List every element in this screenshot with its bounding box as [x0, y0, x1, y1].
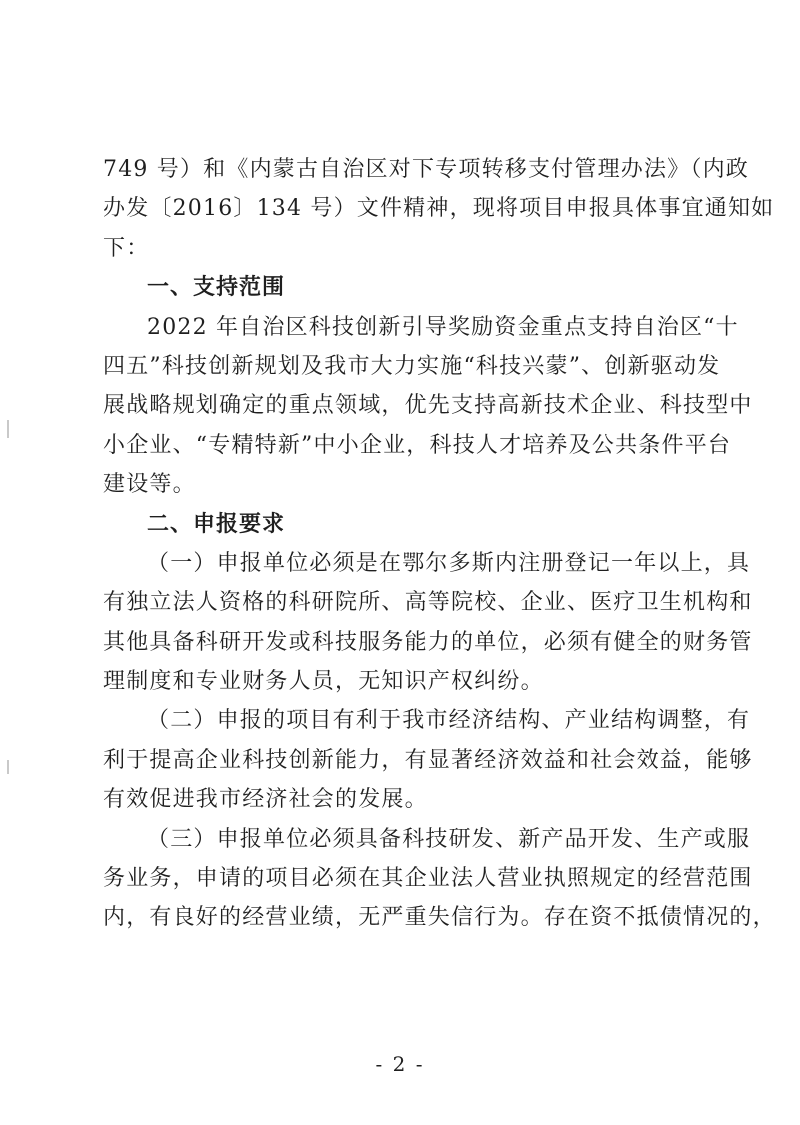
body-line: 利于提高企业科技创新能力，有显著经济效益和社会效益，能够 — [103, 747, 753, 773]
body-line: （三）申报单位必须具备科技研发、新产品开发、生产或服 — [147, 826, 751, 852]
body-line: 下： — [103, 235, 150, 261]
scan-edge-mark — [7, 420, 9, 438]
body-line: 2022 年自治区科技创新引导奖励资金重点支持自治区“十 — [147, 314, 739, 340]
body-line: 务业务，申请的项目必须在其企业法人营业执照规定的经营范围 — [103, 866, 753, 892]
body-line: （二）申报的项目有利于我市经济结构、产业结构调整，有 — [147, 708, 751, 734]
body-line: （一）申报单位必须是在鄂尔多斯内注册登记一年以上，具 — [147, 550, 751, 576]
body-line: 建设等。 — [103, 472, 196, 498]
section-heading-support-scope: 一、支持范围 — [147, 275, 286, 301]
body-line: 749 号）和《内蒙古自治区对下专项转移支付管理办法》（内政 — [103, 157, 749, 182]
body-line: 办发〔2016〕134 号）文件精神，现将项目申报具体事宜通知如 — [103, 196, 775, 222]
body-line: 小企业、“专精特新”中小企业，科技人才培养及公共条件平台 — [103, 432, 732, 458]
body-line: 有独立法人资格的科研院所、高等院校、企业、医疗卫生机构和 — [103, 590, 753, 616]
body-line: 四五”科技创新规划及我市大力实施“科技兴蒙”、创新驱动发 — [103, 353, 721, 379]
body-line: 理制度和专业财务人员，无知识产权纠纷。 — [103, 669, 544, 695]
body-line: 其他具备科研开发或科技服务能力的单位，必须有健全的财务管 — [103, 629, 753, 655]
scan-edge-mark — [7, 760, 9, 774]
page-number: - 2 - — [375, 1052, 425, 1076]
document-body — [103, 150, 776, 938]
body-line: 有效促进我市经济社会的发展。 — [103, 787, 428, 813]
body-line: 内，有良好的经营业绩，无严重失信行为。存在资不抵债情况的， — [103, 905, 776, 931]
body-line: 展战略规划确定的重点领域，优先支持高新技术企业、科技型中 — [103, 393, 753, 419]
section-heading-application-requirements: 二、申报要求 — [147, 511, 286, 537]
